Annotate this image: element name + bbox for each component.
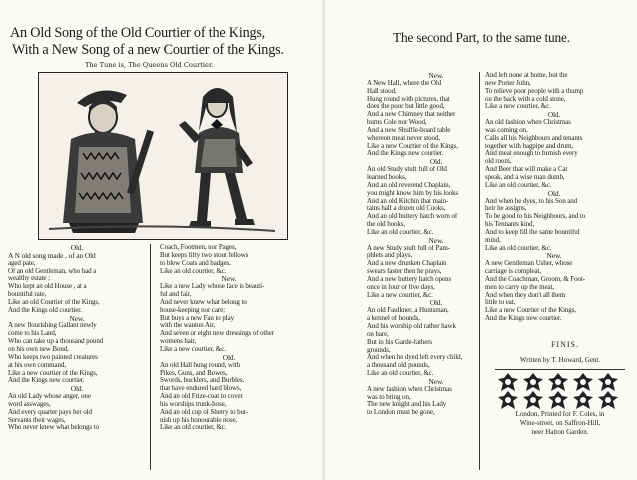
verse-line: speak, and a wise man dumb, bbox=[485, 173, 565, 181]
verse-line: his worships trunk-hose, bbox=[160, 400, 227, 408]
stanza-heading: Old. bbox=[70, 244, 84, 252]
verse-line: Like a new Courtier of the Kings, bbox=[485, 307, 576, 315]
verse-line: nish up his honourable nose, bbox=[160, 416, 238, 424]
verse-line: Like a new courtier of the Kings, bbox=[8, 369, 98, 377]
verse-line: old room, bbox=[485, 158, 512, 166]
verse-line: swears faster then he prays, bbox=[367, 268, 442, 276]
verse-line: to London must be gone, bbox=[367, 409, 435, 417]
verse-line: Who keeps two painted creatures bbox=[8, 353, 98, 361]
ballad-title-line-1: An Old Song of the Old Courtier of the Kings, bbox=[10, 25, 266, 41]
verse-line: And meat enough to furnish every bbox=[485, 150, 578, 158]
verse-line: house-keeping nor care; bbox=[160, 306, 225, 314]
stanza-heading: New. bbox=[69, 314, 85, 323]
stanza-heading: Old. bbox=[547, 111, 561, 120]
column-divider bbox=[150, 244, 151, 470]
verse-line: ful and fair, bbox=[160, 291, 192, 299]
stanza-heading: New. bbox=[546, 252, 562, 261]
verse-line: on bare, bbox=[367, 330, 389, 338]
stanza-heading: New. bbox=[428, 72, 444, 80]
verse-line: together with bagpipe and drum, bbox=[485, 142, 574, 150]
verse-line: little to eat, bbox=[485, 299, 516, 307]
printer-ornament-icon bbox=[597, 390, 619, 410]
verse-line: Pikes, Guns, and Bowes, bbox=[160, 369, 228, 377]
printer-ornament-icon bbox=[522, 372, 544, 392]
second-part-title: The second Part, to the same tune. bbox=[393, 30, 570, 45]
printer-ornament-icon bbox=[572, 372, 594, 392]
imprint-line-1: London, Printed for F. Coles, in bbox=[515, 410, 605, 418]
woodcut-illustration bbox=[38, 72, 288, 240]
verse-line: whereon meat never stood, bbox=[367, 134, 440, 142]
verse-line: And every quarter pays her old bbox=[8, 408, 92, 416]
verse-line: And a new Chimney that neither bbox=[367, 111, 456, 119]
verse-line: And a new drunken Chaplain bbox=[367, 260, 447, 268]
verse-line: And his worship old rather hawk bbox=[367, 323, 456, 330]
imprint-line-2: Wine-street, on Saffron-Hill, bbox=[519, 419, 601, 427]
verse-line: And left none at home, but the bbox=[485, 72, 568, 79]
verse-line: An old Hall hung round, with bbox=[160, 361, 241, 369]
imprint-rule bbox=[495, 369, 625, 370]
verse-line: a thousand old pounds, bbox=[367, 362, 430, 370]
imprint-line-3: neer Hatton Garden. bbox=[531, 428, 589, 436]
verse-line: carriage is compleat, bbox=[485, 268, 542, 276]
verse-line: A N old song made , of an Old bbox=[8, 251, 96, 260]
verse-line: Who kept an old House , at a bbox=[8, 283, 87, 291]
printer-ornament-icon bbox=[547, 372, 569, 392]
verse-line: Hall stood, bbox=[367, 87, 397, 95]
printer-ornament-icon bbox=[572, 390, 594, 410]
verse-line: Like an old courtier, &c. bbox=[367, 228, 434, 236]
verse-line: A new fashion when Christmas bbox=[367, 385, 452, 393]
verse-line: But in his Garde-fathers bbox=[367, 338, 433, 346]
verse-line: Of an old Gentleman, who had a bbox=[8, 267, 97, 275]
verse-line: mind, bbox=[485, 236, 501, 244]
verse-line: Like a new Courtier of the Kings, bbox=[367, 142, 458, 150]
verse-line: men to carry up the meat, bbox=[485, 283, 555, 291]
verse-line: Hung round with pictures, that bbox=[367, 95, 450, 103]
tune-line: The Tune is, The Queens Old Courtier. bbox=[85, 61, 214, 69]
verse-line: to blew Coats and badges, bbox=[160, 259, 231, 267]
verse-line: once in four or five days, bbox=[367, 283, 435, 291]
verse-line: And to keep fill the same bountiful bbox=[485, 228, 580, 236]
verse-line: To be good to his Neighbours, and to bbox=[485, 213, 586, 221]
verse-line: And when they don't all them bbox=[485, 291, 565, 299]
verse-line: does the poor but little good, bbox=[367, 103, 445, 111]
verse-line: And an old Kitchin that main- bbox=[367, 197, 449, 205]
verse-line: burns Cole nor Wood, bbox=[367, 119, 427, 127]
verse-line: on his own new Bond, bbox=[8, 345, 69, 353]
verse-line: Like an old courtier, &c. bbox=[485, 244, 552, 252]
left-column-1 bbox=[8, 244, 146, 432]
verse-line: And the Kings new courtier. bbox=[485, 315, 562, 323]
printer-ornament-icon bbox=[522, 390, 544, 410]
verse-line: come to his Land, bbox=[8, 330, 57, 338]
verse-line: with the wanton Air, bbox=[160, 322, 216, 330]
verse-line: Like an old Courtier of the Kings, bbox=[8, 298, 100, 306]
left-column-2 bbox=[160, 244, 298, 432]
verse-line: And a new Shuffle-board table bbox=[367, 126, 451, 134]
verse-line: womens hair, bbox=[160, 338, 197, 346]
stanza-heading: Old. bbox=[547, 189, 561, 198]
verse-line: Who never knew what belongs to bbox=[8, 424, 99, 432]
verse-line: that have endured hard blows, bbox=[160, 385, 242, 393]
verse-line: And an old Frize-coat to cover bbox=[160, 393, 243, 401]
verse-line: learned books, bbox=[367, 173, 407, 181]
verse-line: Swords, bucklers, and Burbles, bbox=[160, 377, 245, 385]
verse-line: And when he dyes, to his Son and bbox=[485, 197, 578, 205]
verse-line: And the Kings new courtier. bbox=[367, 150, 444, 158]
printer-ornament-icon bbox=[547, 390, 569, 410]
verse-line: Like an old courtier, &c. bbox=[367, 370, 434, 378]
verse-line: An old Faulkner, a Huntsman, bbox=[367, 307, 449, 315]
verse-line: phlets and plays, bbox=[367, 252, 413, 260]
printer-ornament-icon bbox=[497, 372, 519, 392]
column-divider-right bbox=[479, 72, 480, 470]
author-line: Written by T. Howard, Gent. bbox=[519, 356, 601, 364]
verse-line: new Porter John, bbox=[485, 79, 531, 87]
verse-line: his Tennants kind, bbox=[485, 221, 535, 229]
verse-line: grounds, bbox=[367, 346, 391, 354]
verse-line: Servants their wages, bbox=[8, 416, 66, 424]
verse-line: Like a new Lady whose face is beauti- bbox=[160, 283, 265, 291]
verse-line: An old fashion when Christmas bbox=[485, 119, 571, 127]
verse-line: was to bring on, bbox=[367, 393, 411, 401]
verse-line: But buys a new Fan to play bbox=[160, 314, 235, 322]
printer-ornament-icon bbox=[497, 390, 519, 410]
stanza-heading: New. bbox=[221, 275, 237, 284]
verse-line: And the Coachman, Groom, & Foot- bbox=[485, 275, 586, 283]
stanza-heading: New. bbox=[428, 236, 444, 245]
verse-line: word asswages, bbox=[8, 400, 51, 408]
stanza-heading: Old. bbox=[429, 158, 443, 167]
verse-line: at his own command, bbox=[8, 361, 66, 369]
verse-line: on the back with a cold stone, bbox=[485, 95, 566, 103]
verse-line: Like a new courtier, &c. bbox=[367, 291, 433, 299]
verse-line: Like a new courtier, &c. bbox=[160, 345, 226, 353]
verse-line: Coach, Footmen, nor Pages, bbox=[160, 244, 237, 251]
verse-line: And an old buttery hatch worn of bbox=[367, 213, 458, 221]
verse-line: Calls all his Neighbours and tenants bbox=[485, 134, 583, 142]
verse-line: And a new buttery hatch opens bbox=[367, 275, 451, 283]
verse-line: And the Kings old courtier. bbox=[8, 306, 82, 314]
verse-line: An old Study stuft full of Old bbox=[367, 166, 447, 174]
verse-line: A new flourishing Gallant newly bbox=[8, 322, 97, 330]
verse-line: And when he dyed left every child, bbox=[367, 354, 463, 362]
stanza-heading: Old. bbox=[222, 353, 236, 362]
verse-line: you might know him by his looks bbox=[367, 189, 459, 197]
verse-line: And never knew what belong to bbox=[160, 298, 247, 306]
finis: FINIS. bbox=[550, 340, 579, 349]
stanza-heading: New. bbox=[428, 377, 444, 386]
verse-line: And an old cup of Sherry to bur- bbox=[160, 408, 249, 416]
stanza-heading: Old. bbox=[429, 299, 443, 308]
verse-line: The new knight and his Lady bbox=[367, 401, 447, 409]
verse-line: Like an old courtier, &c. bbox=[160, 267, 227, 275]
verse-line: And an old reverend Chaplain, bbox=[367, 181, 451, 189]
verse-line: wealthy estate ; bbox=[8, 275, 50, 283]
verse-line: To relieve poor people with a thump bbox=[485, 87, 584, 95]
verse-line: aged pate, bbox=[8, 259, 36, 267]
verse-line: A new Gentleman Usher, whose bbox=[485, 260, 573, 268]
verse-line: Like an old courtier, &c. bbox=[485, 181, 552, 189]
verse-line: was coming on, bbox=[485, 126, 528, 134]
verse-line: And Beer that will make a Cat bbox=[485, 166, 568, 174]
verse-line: bountiful rate, bbox=[8, 291, 47, 299]
verse-line: the old hooks, bbox=[367, 221, 406, 229]
verse-line: a kennel of hounds, bbox=[367, 315, 420, 323]
verse-line: An old Lady whose anger, one bbox=[8, 393, 91, 401]
printer-ornament-icon bbox=[597, 372, 619, 392]
verse-line: Like an old courtier, &c. bbox=[160, 424, 227, 432]
verse-line: A New Hall, where the Old bbox=[367, 79, 442, 87]
stanza-heading: Old. bbox=[70, 385, 84, 394]
ballad-title-line-2: With a New Song of a new Courtier of the Kings. bbox=[12, 42, 284, 58]
verse-line: Like a new courtier, &c. bbox=[485, 103, 551, 111]
verse-line: And the Kings new courtier. bbox=[8, 377, 85, 385]
verse-line: Who can take up a thousand pound bbox=[8, 338, 104, 346]
verse-line: A new Study stuft full of Pam- bbox=[367, 244, 450, 252]
right-column-2 bbox=[485, 72, 623, 323]
verse-line: And seven or eight new dressings of other bbox=[160, 330, 274, 338]
verse-line: tains half a dozen old Cooks, bbox=[367, 205, 446, 213]
verse-line: heir he assigns, bbox=[485, 205, 527, 213]
verse-line: But keeps fifty two stout fellows bbox=[160, 251, 249, 259]
right-page bbox=[325, 0, 637, 480]
